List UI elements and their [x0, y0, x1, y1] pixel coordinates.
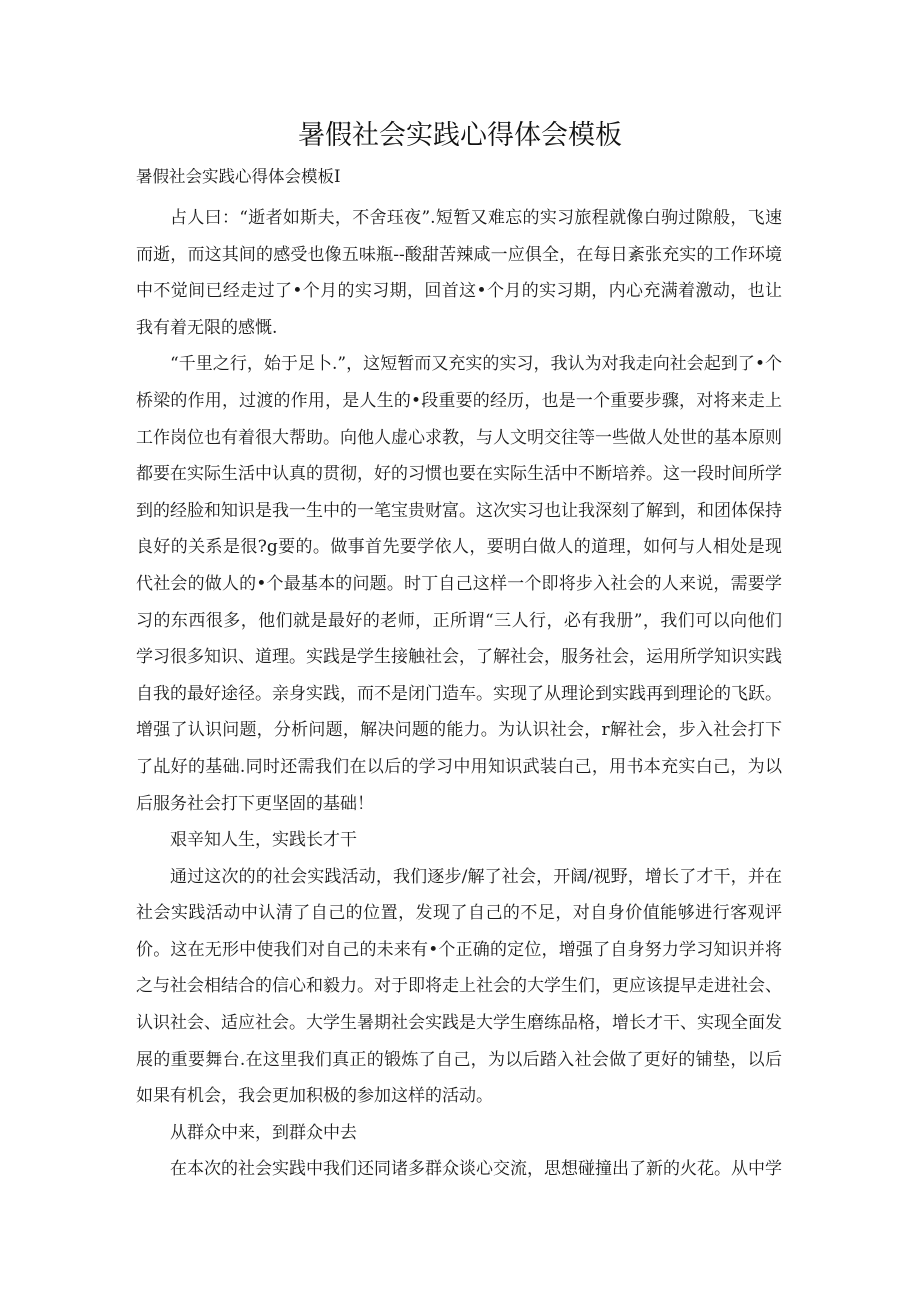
paragraph-practice: “千里之行，始于足卜.”，这短暂而又充实的实习，我认为对我走向社会起到了•个桥梁的作用，过渡的作用，是人生的•段重要的经历，也是一个重要步骤，对将来走上工作岗位也有着很大帮助。向他人虚心求教，与人文明交往等一些做人处世的基本原则都要在实际生活中认真的贯彻，好的习惯也要在实际生活中不断培养。这一段时间所学到的经脸和知识是我一生中的一笔宝贵财富。这次实习也让我深刻了解到，和团体保持良好的关系是很?g要的。做事首先要学依人，要明白做人的道理，如何与人相处是现代社会的做人的•个最基本的问题。时丁自己这样一个即将步入社会的人来说，需要学习的东西很多，他们就是最好的老师，正所谓“三人行，必有我册”，我们可以向他们学习很多知识、道理。实践是学生接触社会，了解社会，服务社会，运用所学知识实践自我的最好途径。亲身实践，而不是闭门造车。实现了从理论到实践再到理论的飞跃。增强了认识问题，分析问题，解决问题的能力。为认识社会，r解社会，步入社会打下了乩好的基础.同时还需我们在以后的学习中用知识武装白己，用书本充实白己，为以后服务社会打下更坚固的基础！ — [136, 354, 782, 814]
paragraph-intro: 占人曰：“逝者如斯夫，不舍珏夜”.短暂又难忘的实习旅程就像白驹过隙般，飞速而逝，而这其间的感受也像五味瓶--酸甜苦辣咸一应俱全，在每日紊张充实的工作环境中不觉间已经走过了•个月的实习期，回首这•个月的实习期，内心充满着激动，也让我有着无限的感慨. — [136, 208, 782, 338]
paragraph-activity: 通过这次的的社会实践活动，我们逐步/解了社会，开阔/视野，增长了才干，并在社会实践活动中认清了自己的位置，发现了自己的不足，对自身价值能够进行客观评价。这在无形中使我们对自己的未来有•个正确的定位，增强了自身努力学习知识并将之与社会相结合的信心和毅力。对于即将走上社会的大学生们，更应该提早走进社会、认识社会、适应社会。大学生暑期社会实践是大学生磨练品格，增长才干、实现全面发展的重要舞台.在这里我们真正的锻炼了自己，为以后踏入社会做了更好的铺垫，以后如果有机会，我会更加积极的参加这样的活动。 — [136, 866, 782, 1107]
paragraph-masses: 在本次的社会实践中我们还同诸多群众谈心交流，思想碰撞出了新的火花。从中学 — [170, 1159, 782, 1180]
section-heading-hardship: 艰辛知人生，实践长才干 — [170, 830, 357, 851]
document-subtitle: 暑假社会实践心得体会模板Ⅰ — [136, 167, 341, 186]
document-title: 暑假社会实践心得体会模板 — [298, 120, 622, 151]
document-body — [136, 200, 782, 1188]
section-heading-masses: 从群众中来，到群众中去 — [170, 1122, 357, 1143]
